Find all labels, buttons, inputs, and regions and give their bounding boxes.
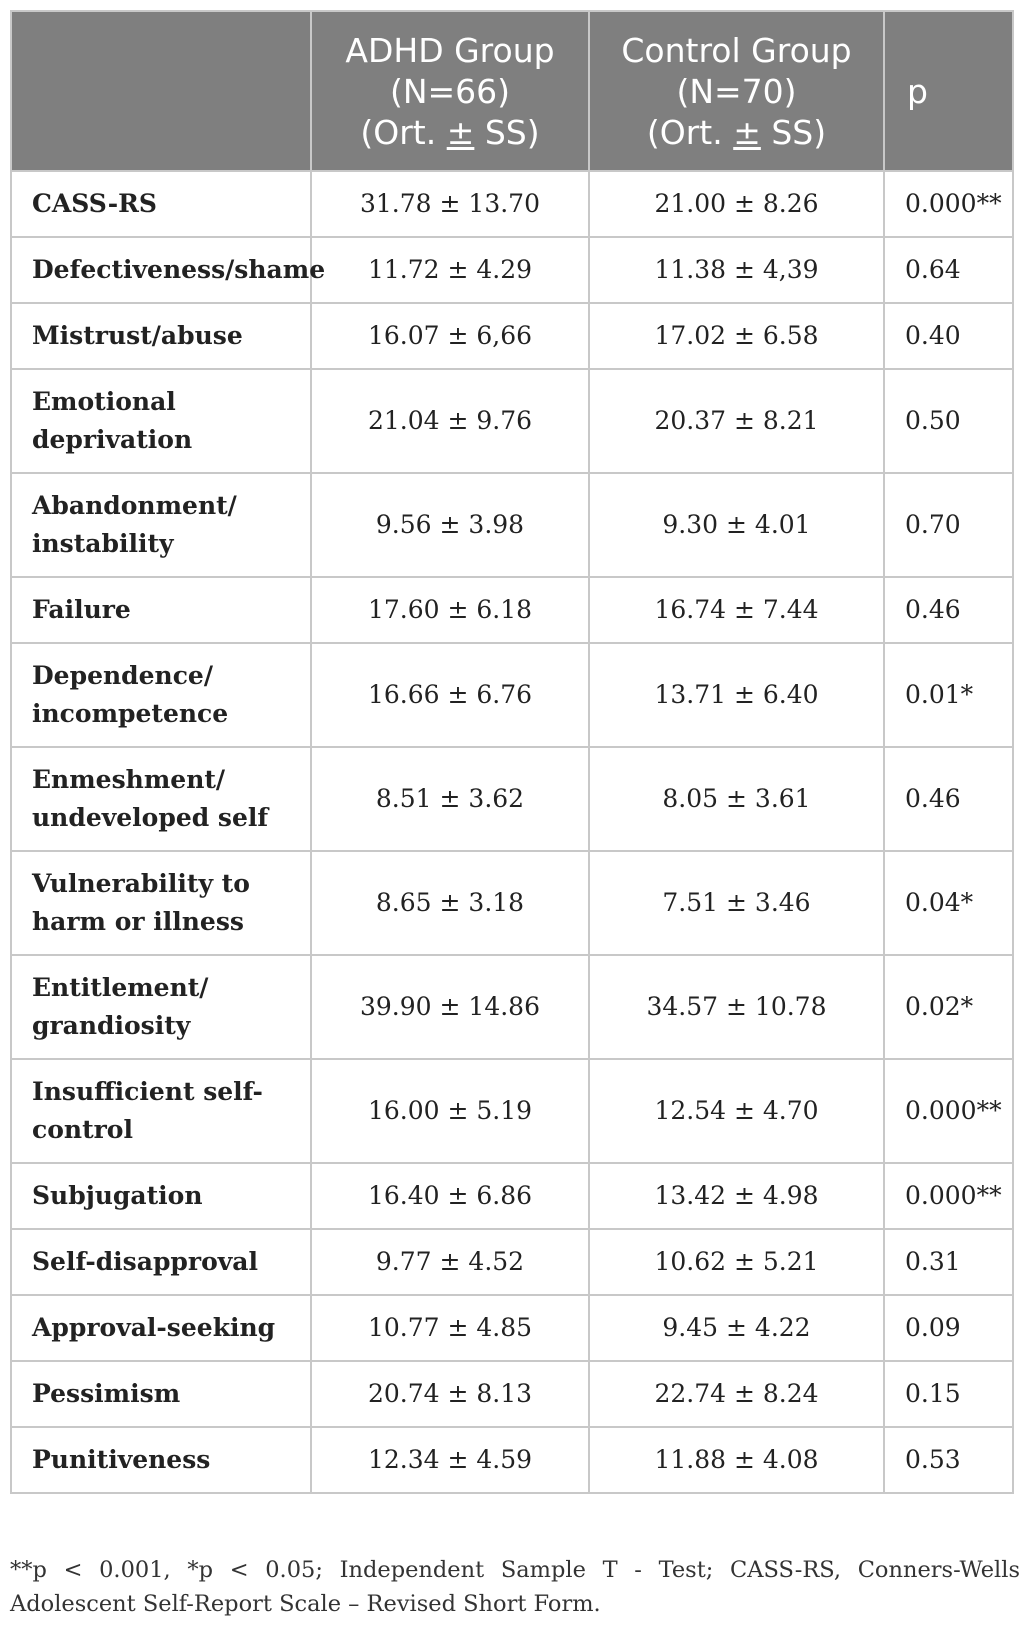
- row-label: Failure: [11, 577, 311, 643]
- adhd-value: 12.34 ± 4.59: [311, 1427, 589, 1493]
- row-label: Pessimism: [11, 1361, 311, 1427]
- header-p-value: p: [884, 11, 1013, 171]
- header-adhd-group: [311, 11, 589, 171]
- row-label: Subjugation: [11, 1163, 311, 1229]
- control-value: 7.51 ± 3.46: [589, 851, 884, 955]
- adhd-value: 10.77 ± 4.85: [311, 1295, 589, 1361]
- adhd-value: 9.56 ± 3.98: [311, 473, 589, 577]
- row-label: Dependence/ incompetence: [11, 643, 311, 747]
- header-adhd-name: ADHD Group: [345, 30, 555, 70]
- p-value: 0.64: [884, 237, 1013, 303]
- table-row: [11, 643, 1013, 747]
- row-label: Defectiveness/shame: [11, 237, 311, 303]
- row-label: Mistrust/abuse: [11, 303, 311, 369]
- control-value: 13.42 ± 4.98: [589, 1163, 884, 1229]
- control-value: 9.45 ± 4.22: [589, 1295, 884, 1361]
- row-label: Self-disapproval: [11, 1229, 311, 1295]
- p-value: 0.000**: [884, 171, 1013, 237]
- results-table-container: [10, 10, 1012, 1494]
- adhd-value: 17.60 ± 6.18: [311, 577, 589, 643]
- header-adhd-n: (N=66): [389, 71, 511, 111]
- table-row: [11, 1163, 1013, 1229]
- p-value: 0.09: [884, 1295, 1013, 1361]
- header-empty-cell: [11, 11, 311, 171]
- row-label: Entitlement/ grandiosity: [11, 955, 311, 1059]
- control-value: 22.74 ± 8.24: [589, 1361, 884, 1427]
- table-row: [11, 577, 1013, 643]
- control-value: 9.30 ± 4.01: [589, 473, 884, 577]
- control-value: 21.00 ± 8.26: [589, 171, 884, 237]
- header-adhd-stat: (Ort. ± SS): [360, 112, 540, 152]
- table-row: [11, 1229, 1013, 1295]
- row-label: Emotional deprivation: [11, 369, 311, 473]
- header-control-stat: (Ort. ± SS): [646, 112, 827, 152]
- row-label: Insufficient self-control: [11, 1059, 311, 1163]
- p-value: 0.40: [884, 303, 1013, 369]
- table-row: [11, 1361, 1013, 1427]
- adhd-value: 8.51 ± 3.62: [311, 747, 589, 851]
- table-row: [11, 171, 1013, 237]
- p-value: 0.15: [884, 1361, 1013, 1427]
- table-row: [11, 1059, 1013, 1163]
- p-value: 0.01*: [884, 643, 1013, 747]
- adhd-value: 11.72 ± 4.29: [311, 237, 589, 303]
- adhd-value: 16.00 ± 5.19: [311, 1059, 589, 1163]
- control-value: 12.54 ± 4.70: [589, 1059, 884, 1163]
- control-value: 16.74 ± 7.44: [589, 577, 884, 643]
- p-value: 0.70: [884, 473, 1013, 577]
- p-value: 0.000**: [884, 1059, 1013, 1163]
- header-control-group: [589, 11, 884, 171]
- adhd-value: 20.74 ± 8.13: [311, 1361, 589, 1427]
- row-label: Vulnerability to harm or illness: [11, 851, 311, 955]
- header-control-n: (N=70): [676, 71, 797, 111]
- row-label: Approval-seeking: [11, 1295, 311, 1361]
- control-value: 34.57 ± 10.78: [589, 955, 884, 1059]
- p-value: 0.000**: [884, 1163, 1013, 1229]
- adhd-value: 16.40 ± 6.86: [311, 1163, 589, 1229]
- p-value: 0.04*: [884, 851, 1013, 955]
- table-row: [11, 237, 1013, 303]
- p-value: 0.53: [884, 1427, 1013, 1493]
- row-label: Enmeshment/ undeveloped self: [11, 747, 311, 851]
- control-value: 13.71 ± 6.40: [589, 643, 884, 747]
- table-row: [11, 303, 1013, 369]
- table-row: [11, 1427, 1013, 1493]
- table-row: [11, 473, 1013, 577]
- table-row: [11, 747, 1013, 851]
- row-label: CASS-RS: [11, 171, 311, 237]
- p-value: 0.50: [884, 369, 1013, 473]
- adhd-value: 8.65 ± 3.18: [311, 851, 589, 955]
- control-value: 11.38 ± 4,39: [589, 237, 884, 303]
- table-row: [11, 955, 1013, 1059]
- adhd-value: 16.07 ± 6,66: [311, 303, 589, 369]
- table-row: [11, 1295, 1013, 1361]
- control-value: 8.05 ± 3.61: [589, 747, 884, 851]
- adhd-value: 21.04 ± 9.76: [311, 369, 589, 473]
- table-row: [11, 369, 1013, 473]
- row-label: Punitiveness: [11, 1427, 311, 1493]
- p-value: 0.31: [884, 1229, 1013, 1295]
- p-value: 0.46: [884, 747, 1013, 851]
- control-value: 10.62 ± 5.21: [589, 1229, 884, 1295]
- header-row: [11, 11, 1013, 171]
- p-value: 0.46: [884, 577, 1013, 643]
- control-value: 11.88 ± 4.08: [589, 1427, 884, 1493]
- adhd-value: 39.90 ± 14.86: [311, 955, 589, 1059]
- p-value: 0.02*: [884, 955, 1013, 1059]
- adhd-value: 16.66 ± 6.76: [311, 643, 589, 747]
- control-value: 20.37 ± 8.21: [589, 369, 884, 473]
- table-footnote: **p < 0.001, *p < 0.05; Independent Sample T - Test; CASS-RS, Conners-Wells Adolescent Self-Report Scale – Revised Short Form.: [10, 1557, 1020, 1617]
- adhd-value: 31.78 ± 13.70: [311, 171, 589, 237]
- table-row: [11, 851, 1013, 955]
- control-value: 17.02 ± 6.58: [589, 303, 884, 369]
- header-control-name: Control Group: [621, 30, 852, 70]
- adhd-value: 9.77 ± 4.52: [311, 1229, 589, 1295]
- row-label: Abandonment/ instability: [11, 473, 311, 577]
- results-table: [10, 10, 1014, 1494]
